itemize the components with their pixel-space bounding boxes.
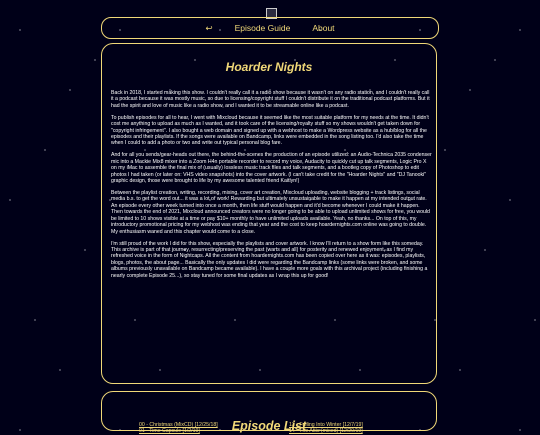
nav-about[interactable]: About [312,23,335,33]
about-paragraph: I'm still proud of the work I did for this show, especially the playlists and cover artwork. I know I'll return to a show form like this someday. This archive is part of that journey, resurrecting/preserving the past (warts and all) for posterity and renewed enjoyment, as I find my refreshed voice in the form of Nightcaps. All the content from hoardernights.com has been copied over here as it was: episodes, playlists, blogs, photos, the about page... Basically the only updates I did were regarding the Bandcamp links (some links were broken, and some albums previously unavailable on Bandcamp became available). I have a couple more goals with this archival project (including finishing a nearly complete Episode 25...), so stay tuned for some final updates as I wrap this up for good! [111,240,428,279]
episode-link[interactable]: 14 - The Attic (mixed) [12/20/19] [289,428,363,435]
episode-link[interactable]: 00 - Christmas (MixCD) [12/25/18] [139,422,218,428]
about-paragraph: To publish episodes for all to hear, I went with Mixcloud because it seemed like the most suitable platform for my needs at the time. It didn't cost me anything to upload as much as I wanted, and it took care of the licensing/royalty stuff so my shows wouldn't get taken down for "copyright infringement". I also bought a web domain and signed up with a webhost to make a Wordpress website as a hub/blog for all the episodes and their playlists. If the songs were available on Bandcamp, links were embedded in the song listing too. I'd also take the time when I could to add a photo or two and write out typical personal blog fare. [111,114,429,147]
top-navigation [101,17,439,39]
episode-list-card [101,391,437,435]
about-paragraph: Back in 2018, I started making this show. I couldn't really call it a radio show because it wasn't on any radio station, and I couldn't really call it a podcast because it was mostly music, so due to licensing/copyright stuff I couldn't distribute it on the traditional podcast platforms. But it had the spirit and love of music like a radio show, and I wanted it to be streamable online like a podcast. [111,90,430,109]
episode-list-title: Episode List [231,419,307,433]
episode-column-left [139,422,269,435]
episode-column-right [289,422,419,435]
back-link[interactable]: ↩ [205,22,213,33]
about-card [101,43,437,384]
nav-episode-guide[interactable]: Episode Guide [234,23,291,33]
episode-link[interactable]: 13 - Falling Into Winter [12/7/19] [289,422,363,428]
about-paragraph: Between the playlist creation, writing, recording, mixing, cover art creation, Mixcloud uploading, website blogging + track listings, social media b.s. to get the word out... it was a lot of work! Rewarding but ultimately unsustainable to make it happen at my intended output rate. An episode every other week turned into once a month, then life stuff would happen and it'd become whenever I could make it happen. Then towards the end of 2021, Mixcloud announced creators were no longer going to be able to upload unlimited shows for free, you would be limited to 10 shows visible at a time or pay $10+ monthly to have unlimited uploads available. Yeah, no thanks... On top of this, my introductory promotional pricing for my webhost was ending that year and the cost to keep hoardernights.com online was going to double. My enthusiasm waned and this chapter would come to a close. [111,190,430,235]
about-title: Hoarder Nights [225,60,313,74]
episode-link[interactable]: 01 - Time Capsule [1/2/19] [139,428,200,435]
about-body [111,90,432,285]
about-paragraph: And for all you sends/gear-heads out there, the behind-the-scenes the production of an episode utilized: an Audio-Technica 2035 condenser mic into a Mackie Mix8 mixer into a Zoom H4n portable recorder to record my voice, Audacity to quickly cut up talk segments, Logic Pro X on my iMac to assemble the final mix of (usually) lossless music track files and talk segments, and a bootleg copy of Photoshop to edit photos I had taken (or later on: VHS video snapshots) into the cover artwork. (I can't take credit for the "Hoarder Nights" and "DJ Tanooki" graphic design, those were brought to life by my awesome talented friend Kaitlyn!) [111,152,432,185]
